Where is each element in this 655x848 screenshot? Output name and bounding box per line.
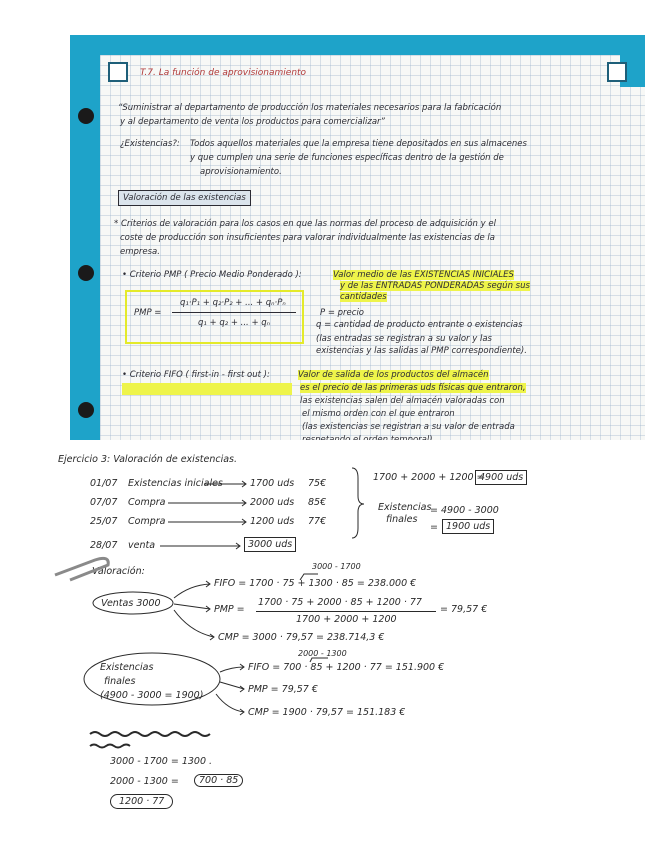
existencias-label: ¿Existencias?: bbox=[120, 139, 180, 149]
intro-line: “Suministrar al departamento de producción los materiales necesarios para la fabricación bbox=[118, 103, 502, 113]
sum-result: 4900 uds bbox=[475, 470, 527, 485]
pmp-calc-result: = 79,57 € bbox=[440, 604, 488, 615]
row-price: 85€ bbox=[308, 497, 327, 508]
row-date: 25/07 bbox=[90, 516, 118, 527]
section-heading: Valoración de las existencias bbox=[118, 190, 251, 206]
ef-oval-text: (4900 - 3000 = 1900) bbox=[100, 690, 204, 701]
row-label: venta bbox=[128, 540, 156, 551]
criterios-text: * Criterios de valoración para los casos en que las normas del proceso de adquisición y el bbox=[114, 219, 496, 229]
row-label: Compra bbox=[128, 497, 166, 508]
ef-oval-text: Existencias bbox=[100, 662, 154, 673]
fifo-calc: FIFO = 700 · 85 + 1200 · 77 = 151.900 € bbox=[248, 662, 445, 673]
pmp-description: y de las ENTRADAS PONDERADAS según sus bbox=[340, 281, 530, 291]
fifo-description: el mismo orden con el que entraron bbox=[302, 409, 455, 419]
row-qty: 3000 uds bbox=[244, 537, 296, 552]
row-price: 75€ bbox=[308, 478, 327, 489]
calc-oval: 1200 · 77 bbox=[110, 794, 173, 809]
fifo-heading: • Criterio FIFO ( first-in - first out ): bbox=[122, 370, 270, 380]
fifo-calc: FIFO = 1700 · 75 + 1300 · 85 = 238.000 € bbox=[214, 578, 417, 589]
criterios-text: coste de producción son insuficientes para valorar individualmente las existencias de la bbox=[120, 233, 495, 243]
fifo-description: las existencias salen del almacén valoradas con bbox=[300, 396, 505, 406]
calc-box: 700 · 85 bbox=[194, 774, 243, 787]
row-price: 77€ bbox=[308, 516, 327, 527]
pmp-denominator: q₁ + q₂ + ... + qₙ bbox=[198, 318, 271, 328]
cmp-calc: CMP = 1900 · 79,57 = 151.183 € bbox=[248, 707, 406, 718]
pmp-formula-label: PMP = bbox=[134, 308, 162, 318]
pmp-numerator: q₁·P₁ + q₂·P₂ + ... + qₙ·Pₙ bbox=[180, 298, 286, 308]
calc-line: 3000 - 1700 = 1300 . bbox=[110, 756, 213, 767]
criterios-text: empresa. bbox=[120, 247, 160, 257]
p-definition: P = precio bbox=[320, 308, 365, 318]
row-qty: 1700 uds bbox=[250, 478, 295, 489]
row-qty: 2000 uds bbox=[250, 497, 295, 508]
calc-line: 2000 - 1300 = bbox=[110, 776, 179, 787]
pmp-heading: • Criterio PMP ( Precio Medio Ponderado ): bbox=[122, 270, 302, 280]
row-qty: 1200 uds bbox=[250, 516, 295, 527]
ef-equation: = bbox=[430, 522, 438, 533]
pmp-calc-label: PMP = bbox=[214, 604, 245, 615]
fifo-description: Valor de salida de los productos del almacén bbox=[298, 370, 489, 380]
pmp-note: (las entradas se registran a su valor y las bbox=[316, 334, 492, 344]
above-note: 3000 - 1700 bbox=[312, 562, 361, 571]
row-label: Compra bbox=[128, 516, 166, 527]
row-date: 28/07 bbox=[90, 540, 118, 551]
existencias-text: y que cumplen una serie de funciones específicas dentro de la gestión de bbox=[190, 153, 504, 163]
q-definition: q = cantidad de producto entrante o existencias bbox=[316, 320, 523, 330]
ef-oval-text: finales bbox=[104, 676, 136, 687]
sum-line: 1700 + 2000 + 1200 = bbox=[373, 472, 485, 483]
ef-equation: = 4900 - 3000 bbox=[430, 505, 499, 516]
cmp-calc: CMP = 3000 · 79,57 = 238.714,3 € bbox=[218, 632, 385, 643]
ef-label: finales bbox=[386, 514, 418, 525]
exercise-title: Ejercicio 3: Valoración de existencias. bbox=[58, 454, 238, 465]
pmp-calc-numerator: 1700 · 75 + 2000 · 85 + 1200 · 77 bbox=[258, 597, 422, 608]
above-note: 2000 - 1300 bbox=[298, 649, 347, 658]
pmp-calc-denominator: 1700 + 2000 + 1200 bbox=[296, 614, 397, 625]
fifo-description: (las existencias se registran a su valor de entrada bbox=[302, 422, 515, 432]
fifo-description: es el precio de las primeras uds físicas que entraron, bbox=[300, 383, 526, 393]
valoracion-label: Valoración: bbox=[92, 566, 145, 577]
ef-result: 1900 uds bbox=[442, 519, 494, 534]
intro-line: y al departamento de venta los productos para comercializar” bbox=[120, 117, 385, 127]
row-label: Existencias iniciales bbox=[128, 478, 223, 489]
existencias-text: Todos aquellos materiales que la empresa tiene depositados en sus almacenes bbox=[190, 139, 527, 149]
row-date: 07/07 bbox=[90, 497, 118, 508]
ef-label: Existencias bbox=[378, 502, 432, 513]
pmp-description: Valor medio de las EXISTENCIAS INICIALES bbox=[333, 270, 514, 280]
existencias-text: aprovisionamiento. bbox=[200, 167, 282, 177]
ventas-label: Ventas 3000 bbox=[101, 598, 161, 609]
page-title: T.7. La función de aprovisionamiento bbox=[140, 68, 307, 78]
row-date: 01/07 bbox=[90, 478, 118, 489]
pmp-calc: PMP = 79,57 € bbox=[248, 684, 318, 695]
pmp-description: cantidades bbox=[340, 292, 387, 302]
pmp-note: existencias y las salidas al PMP correspondiente). bbox=[316, 346, 527, 356]
